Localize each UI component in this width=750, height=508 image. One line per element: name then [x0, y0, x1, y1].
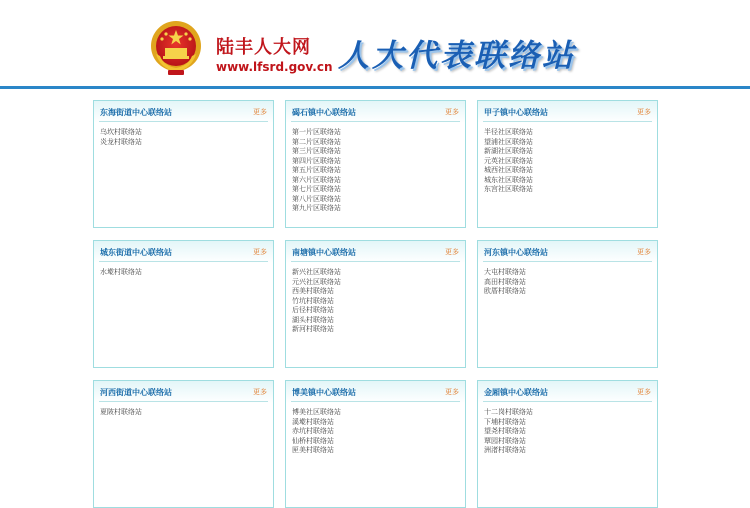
more-link[interactable]: 更多: [445, 388, 459, 396]
list-item[interactable]: 仙桥村联络站: [292, 436, 334, 445]
list-item[interactable]: 新兴社区联络站: [292, 268, 341, 276]
panel-title[interactable]: 河西街道中心联络站: [100, 388, 172, 397]
list-item[interactable]: 乌坎村联络站: [100, 128, 142, 136]
panel-header: [483, 101, 652, 122]
station-list: [286, 402, 465, 456]
list-item[interactable]: 赤坑村联络站: [292, 427, 334, 435]
more-link[interactable]: 更多: [253, 248, 267, 256]
list-item[interactable]: 十二岗村联络站: [484, 408, 533, 416]
list-item[interactable]: 高田村联络站: [484, 277, 526, 286]
panel-chengdong: [93, 240, 274, 368]
panel-hexi: [93, 380, 274, 508]
site-name[interactable]: 陆丰人大网: [216, 37, 311, 58]
panel-title[interactable]: 城东街道中心联络站: [100, 248, 172, 257]
panel-title[interactable]: 博美镇中心联络站: [292, 388, 356, 397]
national-emblem-icon[interactable]: [150, 20, 202, 76]
list-item[interactable]: 竹坑村联络站: [292, 296, 334, 305]
list-item[interactable]: 第三片区联络站: [292, 147, 341, 155]
panel-title[interactable]: 南塘镇中心联络站: [292, 248, 356, 257]
list-item[interactable]: 城西社区联络站: [484, 166, 533, 174]
panel-title[interactable]: 河东镇中心联络站: [484, 248, 548, 257]
panel-donghai: [93, 100, 274, 228]
header-divider: [0, 86, 750, 89]
list-item[interactable]: 洲渚村联络站: [484, 446, 526, 454]
list-item[interactable]: 望浦社区联络站: [484, 137, 533, 146]
list-item[interactable]: 新湖社区联络站: [484, 147, 533, 155]
station-list: [286, 122, 465, 214]
list-item[interactable]: 城东社区联络站: [484, 175, 533, 184]
list-item[interactable]: 第二片区联络站: [292, 137, 341, 146]
list-item[interactable]: 覃园村联络站: [484, 436, 526, 445]
slogan-banner: 人大代表联络站: [338, 38, 576, 74]
site-url[interactable]: www.lfsrd.gov.cn: [216, 60, 333, 74]
panel-header: [291, 241, 460, 262]
panel-title[interactable]: 金厢镇中心联络站: [484, 388, 548, 397]
station-list: [94, 262, 273, 278]
panel-jieshi: [285, 100, 466, 228]
list-item[interactable]: 半径社区联络站: [484, 128, 533, 136]
panel-header: [483, 381, 652, 402]
more-link[interactable]: 更多: [253, 388, 267, 396]
list-item[interactable]: 大屯村联络站: [484, 268, 526, 276]
more-link[interactable]: 更多: [637, 388, 651, 396]
panel-jiazi: [477, 100, 658, 228]
list-item[interactable]: 第五片区联络站: [292, 166, 341, 174]
list-item[interactable]: 第七片区联络站: [292, 185, 341, 193]
list-item[interactable]: 第四片区联络站: [292, 156, 341, 165]
list-item[interactable]: 东宫社区联络站: [484, 185, 533, 193]
station-list: [286, 262, 465, 335]
list-item[interactable]: 第九片区联络站: [292, 204, 341, 212]
panel-title[interactable]: 东海街道中心联络站: [100, 108, 172, 117]
panel-header: [291, 101, 460, 122]
more-link[interactable]: 更多: [445, 108, 459, 116]
list-item[interactable]: 西美村联络站: [292, 287, 334, 295]
list-item[interactable]: 元兴社区联络站: [292, 277, 341, 286]
more-link[interactable]: 更多: [445, 248, 459, 256]
more-link[interactable]: 更多: [637, 248, 651, 256]
list-item[interactable]: 第一片区联络站: [292, 128, 341, 136]
site-header: [0, 0, 750, 86]
list-item[interactable]: 匣美村联络站: [292, 446, 334, 454]
list-item[interactable]: 炎龙村联络站: [100, 137, 142, 146]
panel-bomei: [285, 380, 466, 508]
panel-title[interactable]: 碣石镇中心联络站: [292, 108, 356, 117]
panel-title[interactable]: 甲子镇中心联络站: [484, 108, 548, 117]
list-item[interactable]: 水墘村联络站: [100, 268, 142, 276]
list-item[interactable]: 夏陂村联络站: [100, 408, 142, 416]
panel-jinxiang: [477, 380, 658, 508]
station-list: [478, 262, 657, 297]
list-item[interactable]: 后径村联络站: [292, 306, 334, 314]
list-item[interactable]: 溪墘村联络站: [292, 417, 334, 426]
station-list: [478, 402, 657, 456]
panel-nantang: [285, 240, 466, 368]
panel-header: [99, 241, 268, 262]
list-item[interactable]: 元英社区联络站: [484, 156, 533, 165]
panel-header: [483, 241, 652, 262]
list-item[interactable]: 望尧村联络站: [484, 427, 526, 435]
more-link[interactable]: 更多: [637, 108, 651, 116]
panel-header: [99, 381, 268, 402]
list-item[interactable]: 第六片区联络站: [292, 175, 341, 184]
station-list: [478, 122, 657, 195]
list-item[interactable]: 新河村联络站: [292, 325, 334, 333]
station-list: [94, 122, 273, 147]
list-item[interactable]: 下埔村联络站: [484, 417, 526, 426]
list-item[interactable]: 湖头村联络站: [292, 315, 334, 324]
list-item[interactable]: 博美社区联络站: [292, 408, 341, 416]
panel-hedong: [477, 240, 658, 368]
list-item[interactable]: 第八片区联络站: [292, 194, 341, 203]
panel-header: [99, 101, 268, 122]
more-link[interactable]: 更多: [253, 108, 267, 116]
station-list: [94, 402, 273, 418]
panel-header: [291, 381, 460, 402]
list-item[interactable]: 欧厝村联络站: [484, 287, 526, 295]
